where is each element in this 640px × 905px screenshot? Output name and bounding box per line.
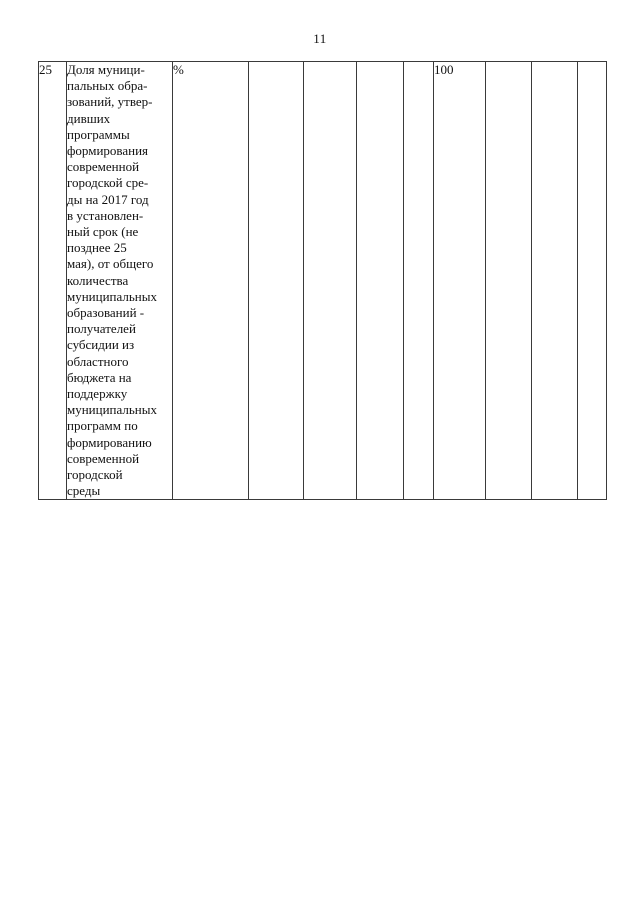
indicator-name-line: программ по — [67, 418, 138, 434]
indicator-name-line: городской сре- — [67, 175, 149, 191]
value-cell — [249, 62, 304, 500]
indicator-name-line: областного — [67, 353, 129, 369]
indicator-name-line: современной — [67, 450, 140, 466]
indicator-name-line: в установлен- — [67, 207, 144, 223]
indicator-name-line: ды на 2017 год — [67, 191, 149, 207]
indicator-name-line: муниципальных — [67, 288, 158, 304]
indicator-table — [38, 61, 607, 500]
value-cell: 100 — [434, 62, 486, 500]
table-row — [39, 62, 607, 500]
indicator-name-line: позднее 25 — [67, 240, 127, 256]
page-number: 11 — [313, 31, 327, 46]
indicator-name-line: количества — [67, 272, 129, 288]
indicator-name-cell — [67, 62, 173, 500]
value-cell — [304, 62, 357, 500]
indicator-name-line: Доля муници- — [67, 62, 145, 77]
row-number-cell — [39, 62, 67, 500]
indicator-name-line: муниципальных — [67, 402, 158, 418]
indicator-name-line: зований, утвер- — [67, 94, 153, 110]
value-cell — [357, 62, 404, 500]
row-number: 25 — [39, 62, 52, 77]
unit-cell — [173, 62, 249, 500]
indicator-name-line: формированию — [67, 434, 152, 450]
indicator-name-line: мая), от общего — [67, 256, 154, 272]
indicator-name-line: формирования — [67, 143, 149, 159]
value-cell — [578, 62, 607, 500]
indicator-name-line: современной — [67, 159, 140, 175]
indicator-name-line: дивших — [67, 110, 111, 126]
indicator-name-line: ный срок (не — [67, 224, 139, 240]
value-cell — [404, 62, 434, 500]
unit-of-measure: % — [173, 62, 184, 77]
indicator-name-line: поддержку — [67, 386, 128, 402]
value-cell — [532, 62, 578, 500]
indicator-name-line: бюджета на — [67, 369, 132, 385]
indicator-name-line: программы — [67, 126, 130, 142]
indicator-name-line: образований - — [67, 305, 145, 321]
indicator-name-line: субсидии из — [67, 337, 135, 353]
indicator-name-line: получателей — [67, 321, 136, 337]
indicator-name-line: пальных обра- — [67, 78, 148, 94]
value-cell — [486, 62, 532, 500]
indicator-name-line: среды — [67, 483, 101, 499]
indicator-name-line: городской — [67, 467, 123, 483]
